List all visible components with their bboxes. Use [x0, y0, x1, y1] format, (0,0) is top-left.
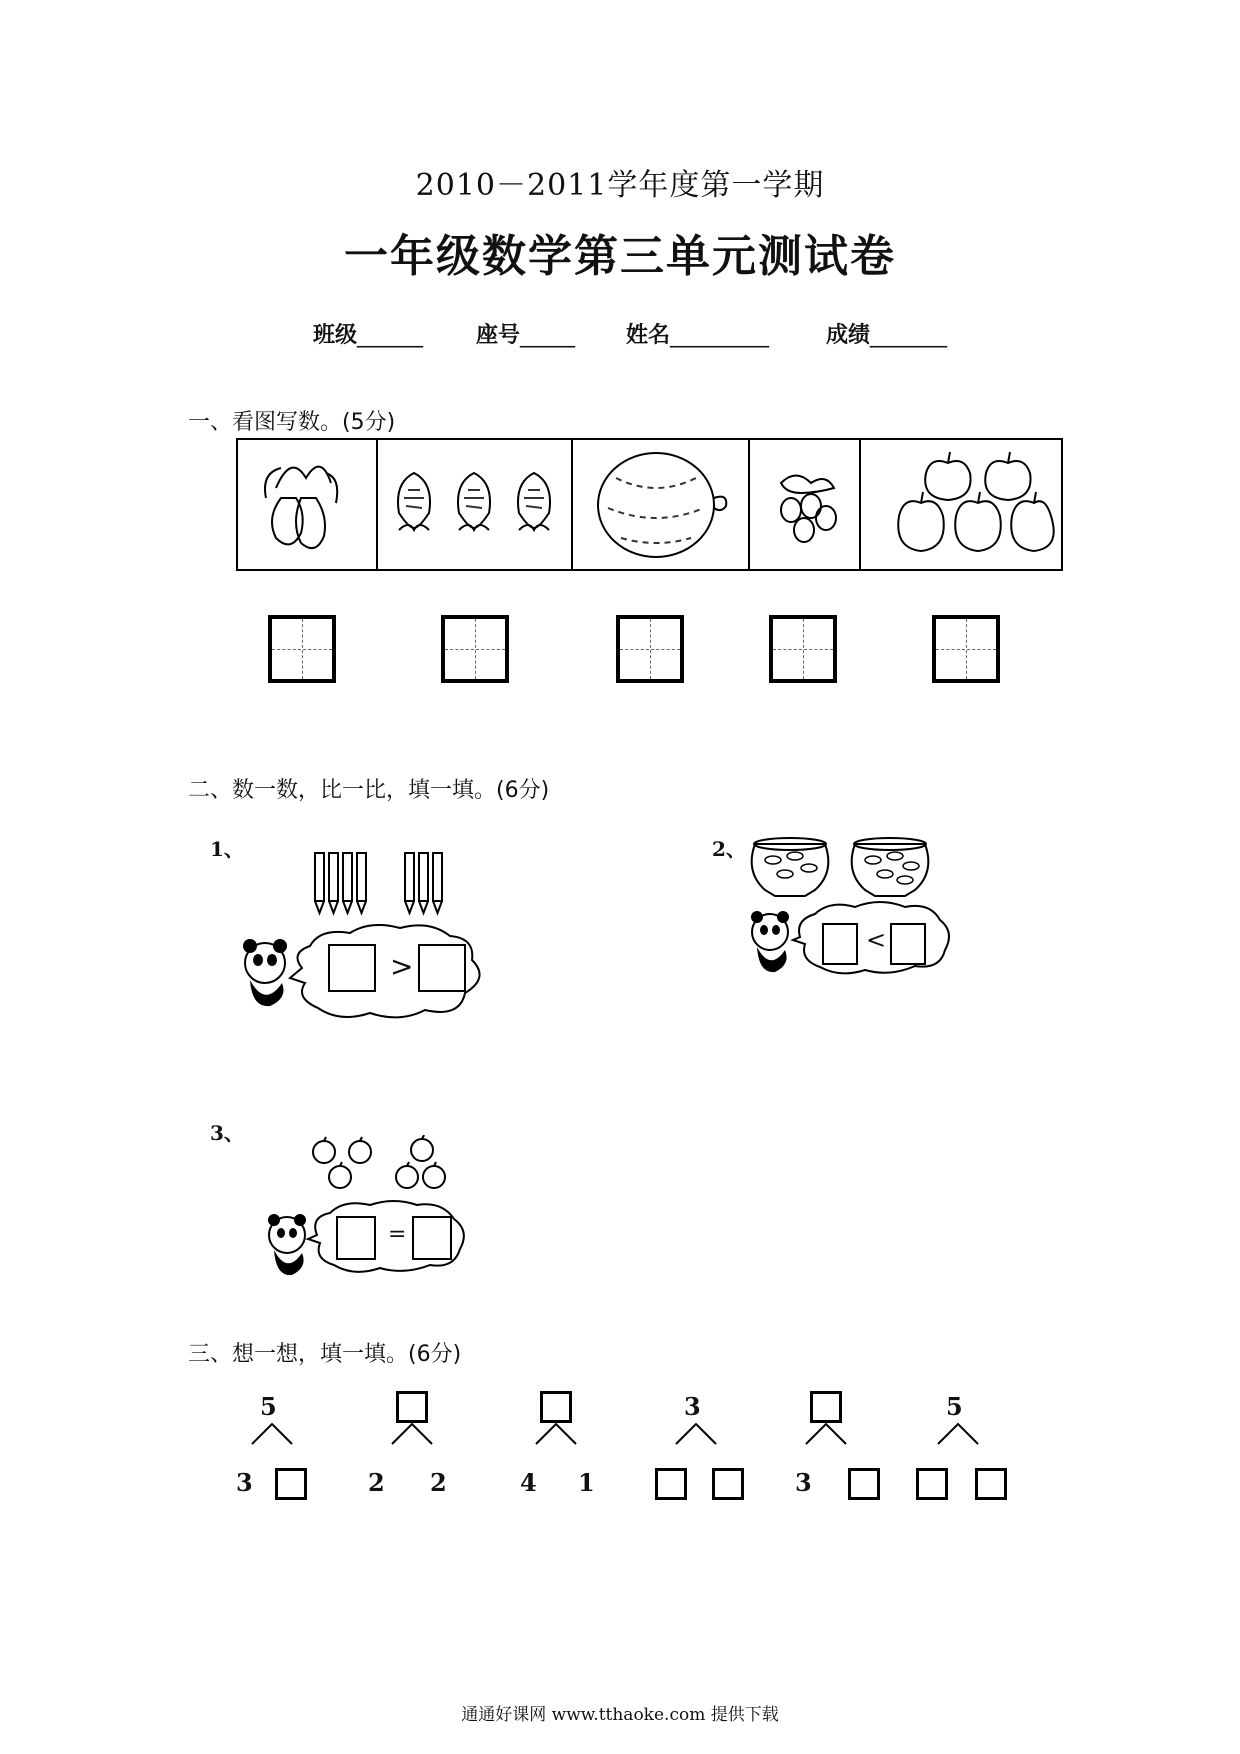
split-1-top: 5 — [260, 1392, 277, 1421]
split-4-branches — [674, 1420, 718, 1446]
split-4-top: 3 — [684, 1392, 701, 1421]
q1-compare-symbol: > — [390, 950, 414, 983]
score-blank[interactable]: _______ — [870, 323, 948, 348]
split-2-branches — [390, 1420, 434, 1446]
split-6-right-box[interactable] — [975, 1468, 1007, 1500]
class-blank[interactable]: ______ — [357, 323, 424, 348]
panda-icon — [268, 1214, 306, 1275]
picture-strip — [236, 438, 1064, 572]
split-1-branches — [250, 1420, 294, 1446]
split-1-right-box[interactable] — [275, 1468, 307, 1500]
q3-compare-symbol: = — [388, 1222, 407, 1247]
split-6-branches — [936, 1420, 980, 1446]
q2-left-box[interactable] — [822, 923, 858, 965]
apple-icon — [898, 452, 1053, 551]
split-3-right: 1 — [578, 1468, 595, 1497]
split-1-left: 3 — [236, 1468, 253, 1497]
question-2-3-label: 3、 — [210, 1121, 244, 1145]
q1-illustration — [240, 848, 500, 1020]
split-4-left-box[interactable] — [655, 1468, 687, 1500]
q3-left-box[interactable] — [336, 1216, 376, 1260]
class-label: 班级 — [313, 323, 358, 348]
name-label: 姓名 — [626, 323, 671, 348]
split-5-right-box[interactable] — [848, 1468, 880, 1500]
class-field — [313, 318, 423, 349]
seat-label: 座号 — [476, 323, 521, 348]
fish-icon — [765, 852, 919, 884]
answer-grid-4[interactable] — [769, 615, 837, 683]
split-2-top-box[interactable] — [396, 1391, 428, 1423]
q2-compare-symbol: < — [866, 926, 887, 954]
peach-icon — [398, 473, 550, 530]
split-5-left: 3 — [795, 1468, 812, 1497]
exam-title: 一年级数学第三单元测试卷 — [344, 231, 896, 282]
mango-icon — [265, 467, 337, 548]
answer-grid-2[interactable] — [441, 615, 509, 683]
seat-field — [476, 318, 575, 349]
answer-grid-3[interactable] — [616, 615, 684, 683]
split-4-right-box[interactable] — [712, 1468, 744, 1500]
fishbowl-icon — [752, 838, 929, 896]
panda-icon — [243, 939, 287, 1006]
q3-right-box[interactable] — [412, 1216, 452, 1260]
question-2-2-label: 2、 — [712, 837, 746, 861]
q2-illustration — [745, 832, 975, 980]
q1-left-box[interactable] — [328, 944, 376, 992]
split-6-left-box[interactable] — [916, 1468, 948, 1500]
exam-subtitle: 2010－2011学年度第一学期 — [415, 168, 825, 203]
q2-right-box[interactable] — [890, 923, 926, 965]
split-3-top-box[interactable] — [540, 1391, 572, 1423]
split-3-left: 4 — [520, 1468, 537, 1497]
name-field — [626, 318, 769, 349]
question-2-1-label: 1、 — [210, 837, 244, 861]
seat-blank[interactable]: _____ — [520, 323, 576, 348]
answer-grid-5[interactable] — [932, 615, 1000, 683]
pencil-icon — [315, 853, 442, 913]
split-2-right: 2 — [430, 1468, 447, 1497]
split-6-top: 5 — [946, 1392, 963, 1421]
answer-grid-1[interactable] — [268, 615, 336, 683]
split-5-branches — [804, 1420, 848, 1446]
score-label: 成绩 — [826, 323, 871, 348]
name-blank[interactable]: _________ — [670, 323, 770, 348]
panda-icon — [751, 911, 789, 972]
split-2-left: 2 — [368, 1468, 385, 1497]
strawberry-icon — [781, 476, 836, 543]
score-field — [826, 318, 947, 349]
footer-credit: 通通好课网 www.tthaoke.com 提供下载 — [461, 1705, 779, 1725]
q1-right-box[interactable] — [418, 944, 466, 992]
section3-title: 三、想一想，填一填。(6分) — [188, 1342, 462, 1367]
watermelon-icon — [598, 453, 726, 557]
split-5-top-box[interactable] — [810, 1391, 842, 1423]
orange-icon — [313, 1135, 445, 1188]
section1-title: 一、看图写数。(5分) — [188, 410, 396, 435]
split-3-branches — [534, 1420, 578, 1446]
section2-title: 二、数一数，比一比，填一填。(6分) — [188, 778, 550, 803]
